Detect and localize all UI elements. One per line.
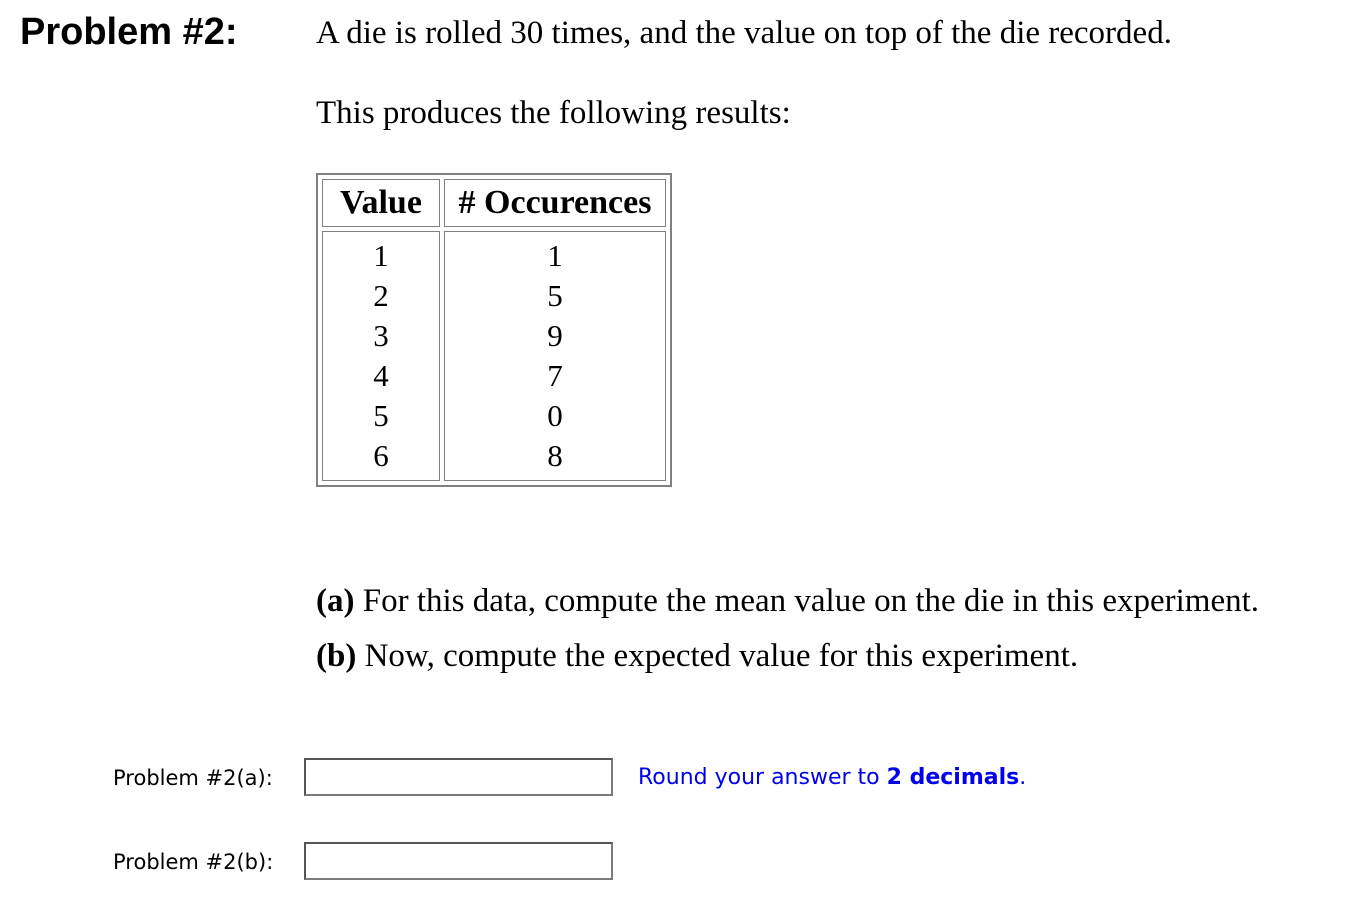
hint-emphasis: 2 decimals <box>886 765 1020 790</box>
question-b <box>316 635 1078 677</box>
results-intro: This produces the following results: <box>316 95 791 131</box>
table-header-row <box>322 179 666 227</box>
hint-prefix: Round your answer to <box>638 765 887 790</box>
table-body-row <box>322 231 666 481</box>
occurrences-cell: 0 <box>547 398 563 433</box>
occurrences-cell: 8 <box>547 438 563 473</box>
value-cell: 4 <box>373 358 389 393</box>
question-a <box>316 580 1259 622</box>
question-b-tag: (b) <box>316 638 357 674</box>
occurrences-cell: 7 <box>547 358 563 393</box>
value-column-cell <box>322 231 440 481</box>
occurrences-cell: 9 <box>547 318 563 353</box>
value-cell: 2 <box>373 278 389 313</box>
answer-b-label: Problem #2(b): <box>113 850 274 874</box>
occurrences-cell: 5 <box>547 278 563 313</box>
occurrences-cell: 1 <box>547 238 563 273</box>
question-a-tag: (a) <box>316 583 355 619</box>
problem-label: Problem #2: <box>20 11 238 53</box>
hint-suffix: . <box>1019 765 1027 790</box>
answer-a-label: Problem #2(a): <box>113 766 273 790</box>
problem-statement: A die is rolled 30 times, and the value on top of the die recorded. <box>316 15 1172 51</box>
header-value: Value <box>322 179 440 227</box>
value-cell: 3 <box>373 318 389 353</box>
occurrences-column-cell <box>444 231 666 481</box>
question-a-text: For this data, compute the mean value on the die in this experiment. <box>354 583 1260 619</box>
value-cell: 1 <box>373 238 389 273</box>
results-table <box>316 173 672 487</box>
value-cell: 5 <box>373 398 389 433</box>
header-occurrences: # Occurences <box>444 179 666 227</box>
answer-a-input[interactable] <box>304 758 613 796</box>
question-b-text: Now, compute the expected value for this experiment. <box>356 638 1079 674</box>
value-cell: 6 <box>373 438 389 473</box>
rounding-hint <box>638 763 1026 793</box>
answer-b-input[interactable] <box>304 842 613 880</box>
